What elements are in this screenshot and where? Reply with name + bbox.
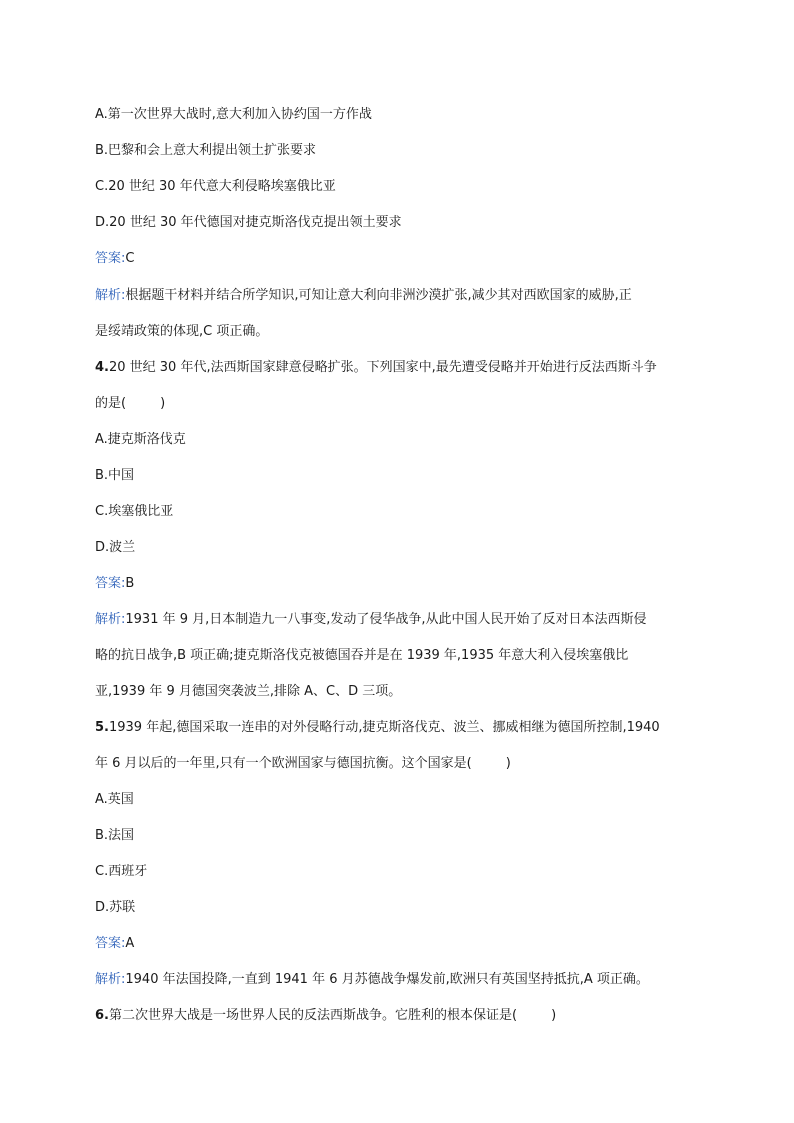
q3-option-d: D.20 世纪 30 年代德国对捷克斯洛伐克提出领土要求 [95, 215, 402, 230]
stem-text: 年 6 月以后的一年里,只有一个欧洲国家与德国抗衡。这个国家是( [95, 756, 472, 771]
answer-label: 答案: [95, 936, 126, 951]
q3-option-c: C.20 世纪 30 年代意大利侵略埃塞俄比亚 [95, 179, 336, 194]
q4-stem-line-2 [95, 395, 705, 413]
answer-label: 答案: [95, 251, 126, 266]
q5-option-a: A.英国 [95, 792, 134, 807]
analysis-text: 根据题干材料并结合所学知识,可知让意大利向非洲沙漠扩张,减少其对西欧国家的威胁,正 [125, 288, 632, 303]
q5-option-d: D.苏联 [95, 900, 136, 915]
question-number: 5. [95, 720, 109, 735]
answer-value: C [125, 251, 135, 266]
q4-analysis-line-3: 亚,1939 年 9 月德国突袭波兰,排除 A、C、D 三项。 [95, 684, 402, 699]
analysis-label: 解析: [95, 612, 126, 627]
analysis-text: 1940 年法国投降,一直到 1941 年 6 月苏德战争爆发前,欧洲只有英国坚持抵抗,A 项正确。 [125, 972, 649, 987]
answer-value: B [125, 576, 135, 591]
q4-answer [95, 575, 705, 593]
q4-analysis-line-2: 略的抗日战争,B 项正确;捷克斯洛伐克被德国吞并是在 1939 年,1935 年意大利入侵埃塞俄比 [95, 648, 629, 663]
analysis-label: 解析: [95, 972, 126, 987]
q5-answer [95, 935, 705, 953]
stem-close: ) [160, 396, 166, 411]
answer-label: 答案: [95, 576, 126, 591]
q4-option-b: B.中国 [95, 468, 135, 483]
question-number: 6. [95, 1008, 109, 1023]
answer-value: A [125, 936, 135, 951]
q5-analysis-line-1 [95, 971, 705, 989]
q5-stem-line-1 [95, 719, 705, 737]
stem-close: ) [551, 1008, 557, 1023]
q3-option-b: B.巴黎和会上意大利提出领土扩张要求 [95, 143, 317, 158]
stem-close: ) [505, 756, 511, 771]
q5-stem-line-2 [95, 755, 705, 773]
q3-option-a: A.第一次世界大战时,意大利加入协约国一方作战 [95, 107, 372, 122]
q4-analysis-line-1 [95, 611, 705, 629]
q4-stem-line-1 [95, 359, 705, 377]
question-number: 4. [95, 360, 109, 375]
stem-text: 的是( [95, 396, 127, 411]
q6-stem-line-1 [95, 1007, 705, 1025]
q3-analysis-line-1 [95, 287, 705, 305]
q4-option-a: A.捷克斯洛伐克 [95, 432, 186, 447]
q5-option-c: C.西班牙 [95, 864, 148, 879]
stem-text: 1939 年起,德国采取一连串的对外侵略行动,捷克斯洛伐克、波兰、挪威相继为德国所控制,1940 [108, 720, 660, 735]
q3-analysis-line-2: 是绥靖政策的体现,C 项正确。 [95, 324, 269, 339]
q3-answer [95, 250, 705, 268]
q4-option-c: C.埃塞俄比亚 [95, 504, 174, 519]
analysis-label: 解析: [95, 288, 126, 303]
analysis-text: 1931 年 9 月,日本制造九一八事变,发动了侵华战争,从此中国人民开始了反对日本法西斯侵 [125, 612, 647, 627]
q5-option-b: B.法国 [95, 828, 135, 843]
stem-text: 20 世纪 30 年代,法西斯国家肆意侵略扩张。下列国家中,最先遭受侵略并开始进行反法西斯斗争 [108, 360, 657, 375]
stem-text: 第二次世界大战是一场世界人民的反法西斯战争。它胜利的根本保证是( [108, 1008, 518, 1023]
q4-option-d: D.波兰 [95, 540, 136, 555]
